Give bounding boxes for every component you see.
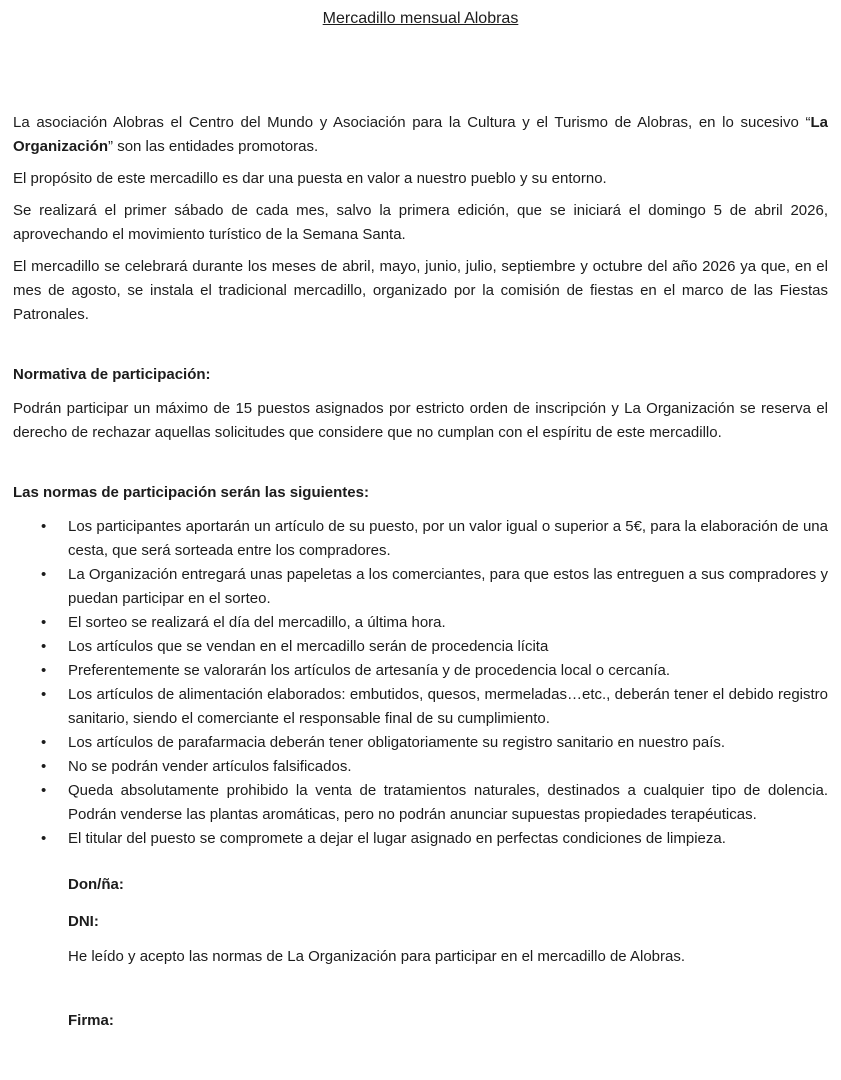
- intro-paragraph-schedule: Se realizará el primer sábado de cada mes, salvo la primera edición, que se iniciará el domingo 5 de abril 2026, aprovechando el movimiento turístico de la Semana Santa.: [13, 202, 828, 243]
- normas-heading: Las normas de participación serán las siguientes:: [13, 484, 369, 501]
- signup-form-block: [68, 873, 828, 1033]
- firma-label: Firma:: [68, 1012, 114, 1029]
- norma-item: • Preferentemente se valorarán los artículos de artesanía y de procedencia local o cercanía.: [13, 659, 828, 683]
- norma-item: • No se podrán vender artículos falsificados.: [13, 755, 828, 779]
- intro-paragraph-promoters: [13, 111, 828, 159]
- norma-item: • Queda absolutamente prohibido la venta de tratamientos naturales, destinados a cualquier tipo de dolencia. Podrán venderse las plantas aromáticas, pero no podrán anunciar supuestas propiedades terapéuticas.: [13, 779, 828, 827]
- norma-item: • Los artículos de parafarmacia deberán tener obligatoriamente su registro sanitario en nuestro país.: [13, 731, 828, 755]
- normas-list: [13, 515, 828, 851]
- organization-name-bold: La Organización: [13, 114, 828, 155]
- intro-paragraph-months: El mercadillo se celebrará durante los meses de abril, mayo, junio, julio, septiembre y octubre del año 2026 ya que, en el mes de agosto, se instala el tradicional mercadillo, organizado por la comisión de fiestas en el marco de las Fiestas Patronales.: [13, 258, 828, 323]
- norma-item: • El titular del puesto se compromete a dejar el lugar asignado en perfectas condiciones de limpieza.: [13, 827, 828, 851]
- acceptance-statement: He leído y acepto las normas de La Organización para participar en el mercadillo de Alobras.: [68, 948, 686, 965]
- intro-paragraph-purpose: El propósito de este mercadillo es dar una puesta en valor a nuestro pueblo y su entorno.: [13, 170, 607, 187]
- document-title: Mercadillo mensual Alobras: [322, 10, 519, 27]
- normativa-heading: Normativa de participación:: [13, 366, 211, 383]
- norma-item: • Los artículos que se vendan en el mercadillo serán de procedencia lícita: [13, 635, 828, 659]
- norma-item: • Los artículos de alimentación elaborados: embutidos, quesos, mermeladas…etc., deberán tener el debido registro sanitario, siendo el comerciante el responsable final de su cumplimiento.: [13, 683, 828, 731]
- intro-paragraph-promoters-prefix: La asociación Alobras el Centro del Mundo y Asociación para la Cultura y el Turismo de Alobras, en lo sucesivo “: [13, 114, 811, 131]
- norma-item: • La Organización entregará unas papeletas a los comerciantes, para que estos las entreguen a sus compradores y puedan participar en el sorteo.: [13, 563, 828, 611]
- intro-paragraph-promoters-suffix: ” son las entidades promotoras.: [108, 138, 319, 155]
- norma-item: • Los participantes aportarán un artículo de su puesto, por un valor igual o superior a 5€, para la elaboración de una cesta, que será sorteada entre los compradores.: [13, 515, 828, 563]
- normativa-body: Podrán participar un máximo de 15 puestos asignados por estricto orden de inscripción y La Organización se reserva el derecho de rechazar aquellas solicitudes que considere que no cumplan con el espíritu de este mercadillo.: [13, 400, 828, 441]
- dni-label: DNI:: [68, 913, 99, 930]
- don-label: Don/ña:: [68, 876, 124, 893]
- norma-item: • El sorteo se realizará el día del mercadillo, a última hora.: [13, 611, 828, 635]
